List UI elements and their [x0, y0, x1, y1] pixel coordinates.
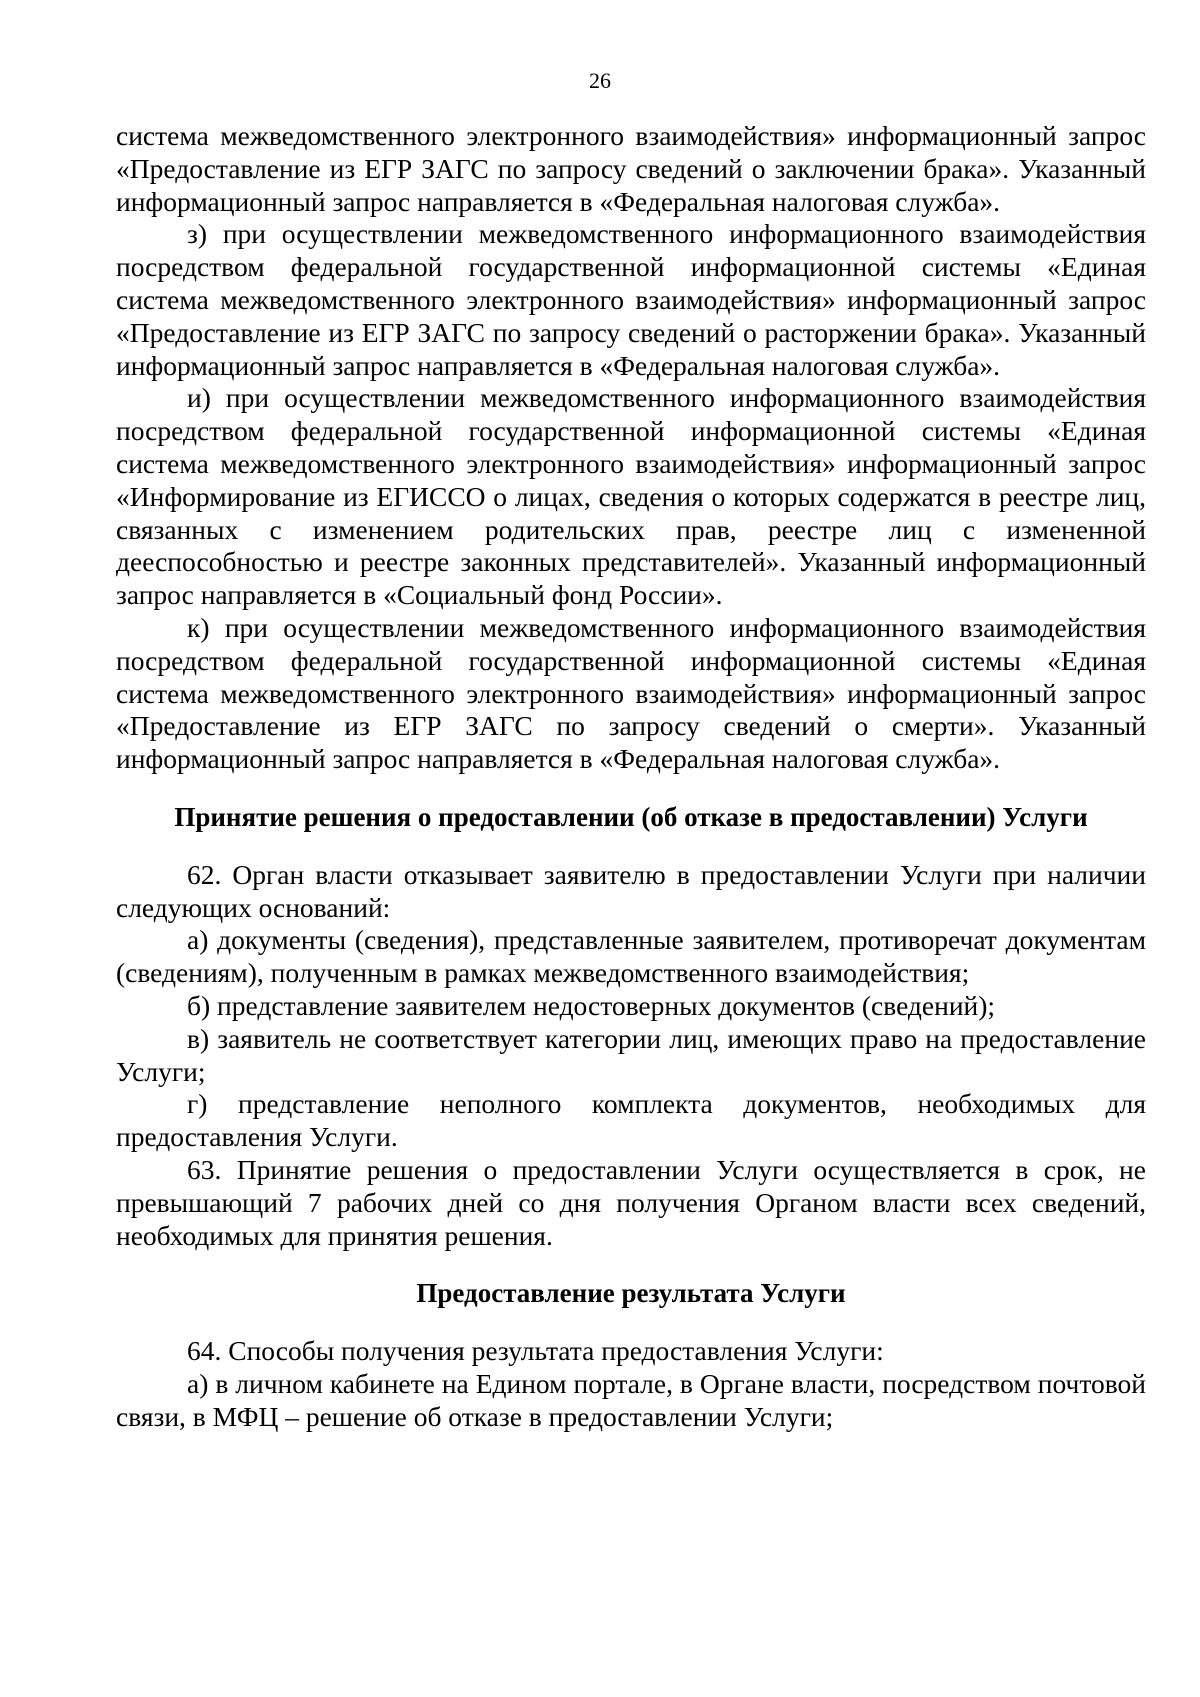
paragraph-63: 63. Принятие решения о предоставлении Услуги осуществляется в срок, не превышающий 7 рабочих дней со дня получения Органом власти всех сведений, необходимых для принятия решения. — [116, 1153, 1146, 1251]
paragraph-item-i: и) при осуществлении межведомственного информационного взаимодействия посредством федеральной государственной информационной системы «Единая система межведомственного электронного взаимодействия» информационный запрос «Информирование из ЕГИССО о лицах, сведения о которых содержатся в реестре лиц, связанных с изменением родительских прав, реестре лиц с измененной дееспособностью и реестре законных представителей». Указанный информационный запрос направляется в «Социальный фонд России». — [116, 382, 1146, 611]
page-number: 26 — [589, 68, 611, 93]
paragraph-64: 64. Способы получения результата предоставления Услуги: — [187, 1335, 884, 1367]
paragraph-continuation: система межведомственного электронного взаимодействия» информационный запрос «Предоставление из ЕГР ЗАГС по запросу сведений о заключении брака». Указанный информационный запрос направляется в «Федеральная налоговая служба». — [116, 120, 1146, 217]
paragraph-64-a: а) в личном кабинете на Едином портале, в Органе власти, посредством почтовой связи, в МФЦ – решение об отказе в предоставлении Услуги; — [116, 1367, 1146, 1432]
paragraph-item-z: з) при осуществлении межведомственного информационного взаимодействия посредством федеральной государственной информационной системы «Единая система межведомственного электронного взаимодействия» информационный запрос «Предоставление из ЕГР ЗАГС по запросу сведений о расторжении брака». Указанный информационный запрос направляется в «Федеральная налоговая служба». — [116, 218, 1146, 381]
paragraph-62: 62. Орган власти отказывает заявителю в предоставлении Услуги при наличии следующих оснований: — [116, 858, 1146, 923]
paragraph-item-k: к) при осуществлении межведомственного информационного взаимодействия посредством федеральной государственной информационной системы «Единая система межведомственного электронного взаимодействия» информационный запрос «Предоставление из ЕГР ЗАГС по запросу сведений о смерти». Указанный информационный запрос направляется в «Федеральная налоговая служба». — [116, 611, 1146, 775]
document-body — [116, 120, 1146, 1433]
paragraph-62-g: г) представление неполного комплекта документов, необходимых для предоставления Услуги. — [116, 1088, 1146, 1153]
paragraph-62-a: а) документы (сведения), представленные заявителем, противоречат документам (сведениям), полученным в рамках межведомственного взаимодействия; — [116, 924, 1146, 989]
paragraph-62-v: в) заявитель не соответствует категории лиц, имеющих право на предоставление Услуги; — [116, 1022, 1146, 1087]
paragraph-62-b: б) представление заявителем недостоверных документов (сведений); — [187, 989, 996, 1021]
section-heading-result: Предоставление результата Услуги — [416, 1278, 846, 1309]
section-heading-decision: Принятие решения о предоставлении (об отказе в предоставлении) Услуги — [174, 801, 1088, 832]
